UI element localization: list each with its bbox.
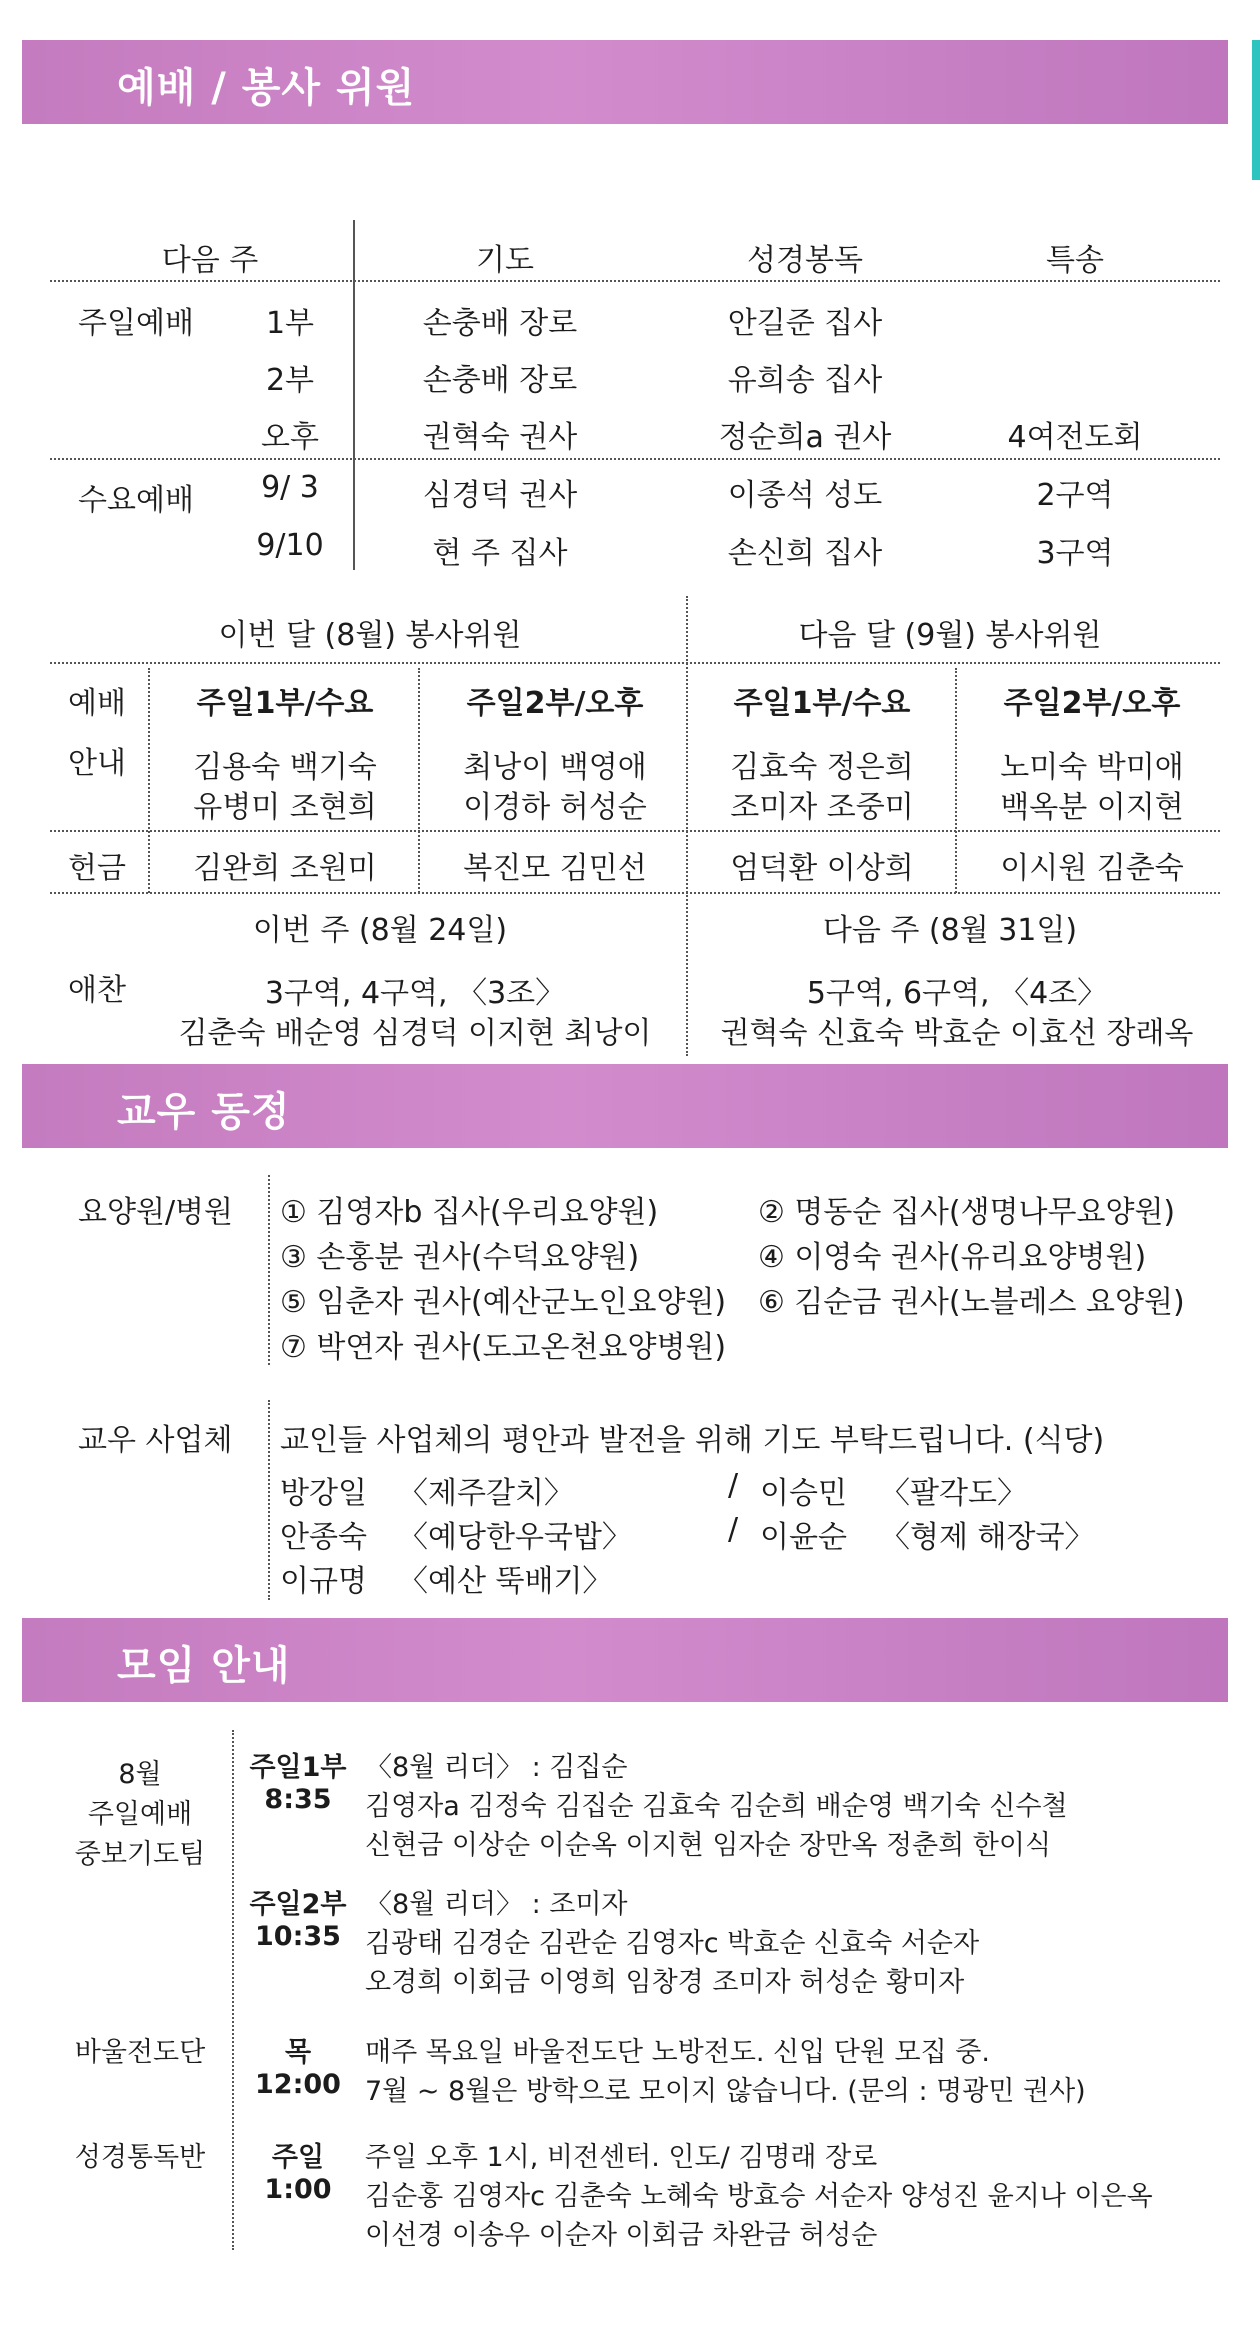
first-names-line: 신현금 이상순 이순옥 이지현 임자순 장만옥 정춘희 한이식 bbox=[365, 1830, 1052, 1861]
col-head: 주일1부/수요 bbox=[196, 686, 374, 721]
business-owner: 방강일 bbox=[280, 1476, 367, 1511]
paul-time: 12:00 bbox=[255, 2069, 341, 2100]
care-item: ③ 손홍분 권사(수덕요양원) bbox=[280, 1240, 640, 1275]
care-label: 요양원/병원 bbox=[78, 1195, 234, 1230]
care-item: ⑥ 김순금 권사(노블레스 요양원) bbox=[758, 1285, 1185, 1320]
bible-time: 1:00 bbox=[264, 2174, 332, 2205]
first-names-line: 김영자a 김정숙 김집순 김효숙 김순희 배순영 백기숙 신수철 bbox=[365, 1791, 1068, 1822]
reading-cell: 손신희 집사 bbox=[727, 536, 883, 571]
second-leader: 〈8월 리더〉 : 조미자 bbox=[365, 1889, 628, 1920]
first-service-time: 8:35 bbox=[264, 1784, 332, 1815]
song-cell: 4여전도회 bbox=[1007, 420, 1143, 455]
prayer-cell: 손충배 장로 bbox=[422, 306, 578, 341]
bible-day: 주일 bbox=[271, 2142, 325, 2173]
reading-cell: 정순희a 권사 bbox=[718, 420, 892, 455]
section-title-meetings: 모임 안내 bbox=[117, 1643, 291, 1689]
team-label-line: 중보기도팀 bbox=[74, 1839, 206, 1870]
divider bbox=[418, 668, 420, 893]
offering-cell: 복진모 김민선 bbox=[463, 851, 647, 886]
col-head: 주일2부/오후 bbox=[1003, 686, 1181, 721]
guide-cell: 노미숙 박미애 bbox=[1000, 750, 1184, 785]
slot: 2부 bbox=[265, 363, 315, 398]
care-item: ⑤ 임춘자 권사(예산군노인요양원) bbox=[280, 1285, 727, 1320]
this-week-names: 김춘숙 배순영 심경덕 이지현 최낭이 bbox=[178, 1016, 652, 1051]
paul-line: 7월 ~ 8월은 방학으로 모이지 않습니다. (문의 : 명광민 권사) bbox=[365, 2076, 1086, 2107]
bible-line: 주일 오후 1시, 비전센터. 인도/ 김명래 장로 bbox=[365, 2142, 878, 2173]
song-cell: 3구역 bbox=[1036, 536, 1114, 571]
divider bbox=[50, 830, 1220, 832]
business-name: 〈형제 해장국〉 bbox=[880, 1520, 1095, 1555]
team-label-line: 주일예배 bbox=[87, 1799, 193, 1830]
second-service-label: 주일2부 bbox=[249, 1889, 347, 1920]
divider bbox=[353, 220, 355, 570]
header-prayer: 기도 bbox=[476, 243, 534, 278]
next-month-heading: 다음 달 (9월) 봉사위원 bbox=[798, 618, 1102, 653]
reading-cell: 이종석 성도 bbox=[727, 478, 883, 513]
prayer-cell: 심경덕 권사 bbox=[422, 478, 578, 513]
prayer-cell: 현 주 집사 bbox=[432, 536, 568, 571]
first-leader: 〈8월 리더〉 : 김집순 bbox=[365, 1752, 628, 1783]
row-label-offering: 헌금 bbox=[68, 851, 126, 886]
divider bbox=[268, 1400, 270, 1600]
row-label-guide: 안내 bbox=[68, 746, 126, 781]
first-service-label: 주일1부 bbox=[249, 1752, 347, 1783]
bible-label: 성경통독반 bbox=[74, 2142, 206, 2173]
divider bbox=[686, 596, 688, 1056]
offering-cell: 김완희 조원미 bbox=[193, 851, 377, 886]
col-head: 주일1부/수요 bbox=[733, 686, 911, 721]
bible-line: 김순홍 김영자c 김춘숙 노혜숙 방효승 서순자 양성진 윤지나 이은옥 bbox=[365, 2181, 1153, 2212]
guide-cell: 유병미 조현희 bbox=[193, 790, 377, 825]
divider bbox=[232, 1730, 234, 2250]
guide-cell: 김용숙 백기숙 bbox=[193, 750, 377, 785]
slot: 오후 bbox=[261, 420, 319, 455]
second-names-line: 김광태 김경순 김관순 김영자c 박효순 신효숙 서순자 bbox=[365, 1928, 980, 1959]
song-cell: 2구역 bbox=[1036, 478, 1114, 513]
business-name: 〈예당한우국밥〉 bbox=[398, 1520, 632, 1555]
guide-cell: 이경하 허성순 bbox=[463, 790, 647, 825]
slot: 9/10 bbox=[256, 528, 324, 563]
care-item: ② 명동순 집사(생명나무요양원) bbox=[758, 1195, 1176, 1230]
slot: 9/ 3 bbox=[261, 470, 319, 505]
paul-line: 매주 목요일 바울전도단 노방전도. 신입 단원 모집 중. bbox=[365, 2037, 990, 2068]
business-name: 〈팔각도〉 bbox=[880, 1476, 1027, 1511]
bible-line: 이선경 이송우 이순자 이회금 차완금 허성순 bbox=[365, 2220, 878, 2251]
choir-label: 애찬 bbox=[68, 973, 126, 1008]
divider bbox=[50, 280, 1220, 282]
prayer-cell: 권혁숙 권사 bbox=[422, 420, 578, 455]
header-reading: 성경봉독 bbox=[747, 243, 863, 278]
wednesday-worship-label: 수요예배 bbox=[78, 483, 194, 518]
offering-cell: 이시원 김춘숙 bbox=[1000, 851, 1184, 886]
sunday-worship-label: 주일예배 bbox=[78, 306, 194, 341]
paul-label: 바울전도단 bbox=[74, 2037, 206, 2068]
business-owner: 이승민 bbox=[760, 1476, 847, 1511]
this-week-heading: 이번 주 (8월 24일) bbox=[252, 913, 508, 948]
business-name: 〈예산 뚝배기〉 bbox=[398, 1564, 613, 1599]
divider bbox=[268, 1175, 270, 1365]
business-owner: 이윤순 bbox=[760, 1520, 847, 1555]
guide-cell: 조미자 조중미 bbox=[730, 790, 914, 825]
divider bbox=[955, 668, 957, 893]
header-next-week: 다음 주 bbox=[161, 243, 259, 278]
care-item: ① 김영자b 집사(우리요양원) bbox=[280, 1195, 659, 1230]
col-head: 주일2부/오후 bbox=[466, 686, 644, 721]
guide-cell: 백옥분 이지현 bbox=[1000, 790, 1184, 825]
reading-cell: 안길준 집사 bbox=[727, 306, 883, 341]
prayer-cell: 손충배 장로 bbox=[422, 363, 578, 398]
next-week-groups: 5구역, 6구역, 〈4조〉 bbox=[806, 976, 1108, 1011]
section-banner-worship bbox=[22, 40, 1228, 124]
paul-day: 목 bbox=[284, 2037, 312, 2068]
second-service-time: 10:35 bbox=[255, 1921, 341, 1952]
section-banner-meetings bbox=[22, 1618, 1228, 1702]
row-label-worship: 예배 bbox=[68, 686, 126, 721]
team-label-line: 8월 bbox=[118, 1759, 162, 1790]
separator: / bbox=[728, 1468, 739, 1503]
slot: 1부 bbox=[265, 306, 315, 341]
separator: / bbox=[728, 1512, 739, 1547]
section-title-worship: 예배 / 봉사 위원 bbox=[117, 65, 416, 111]
divider bbox=[50, 892, 1220, 894]
this-month-heading: 이번 달 (8월) 봉사위원 bbox=[218, 618, 522, 653]
offering-cell: 엄덕환 이상희 bbox=[730, 851, 914, 886]
this-week-groups: 3구역, 4구역, 〈3조〉 bbox=[264, 976, 566, 1011]
section-banner-members bbox=[22, 1064, 1228, 1148]
guide-cell: 김효숙 정은희 bbox=[730, 750, 914, 785]
divider bbox=[148, 668, 150, 893]
care-item: ⑦ 박연자 권사(도고온천요양병원) bbox=[280, 1330, 727, 1365]
business-name: 〈제주갈치〉 bbox=[398, 1476, 574, 1511]
business-owner: 안종숙 bbox=[280, 1520, 367, 1555]
business-intro: 교인들 사업체의 평안과 발전을 위해 기도 부탁드립니다. (식당) bbox=[280, 1423, 1105, 1458]
guide-cell: 최낭이 백영애 bbox=[463, 750, 647, 785]
reading-cell: 유희송 집사 bbox=[727, 363, 883, 398]
header-special-song: 특송 bbox=[1046, 243, 1104, 278]
next-week-heading: 다음 주 (8월 31일) bbox=[822, 913, 1078, 948]
section-title-members: 교우 동정 bbox=[117, 1089, 291, 1135]
care-item: ④ 이영숙 권사(유리요양병원) bbox=[758, 1240, 1147, 1275]
edge-accent bbox=[1252, 40, 1260, 180]
next-week-names: 권혁숙 신효숙 박효순 이효선 장래옥 bbox=[720, 1016, 1194, 1051]
business-label: 교우 사업체 bbox=[78, 1423, 233, 1458]
divider bbox=[50, 458, 1220, 460]
divider bbox=[50, 662, 1220, 664]
business-owner: 이규명 bbox=[280, 1564, 367, 1599]
second-names-line: 오경희 이회금 이영희 임창경 조미자 허성순 황미자 bbox=[365, 1967, 965, 1998]
